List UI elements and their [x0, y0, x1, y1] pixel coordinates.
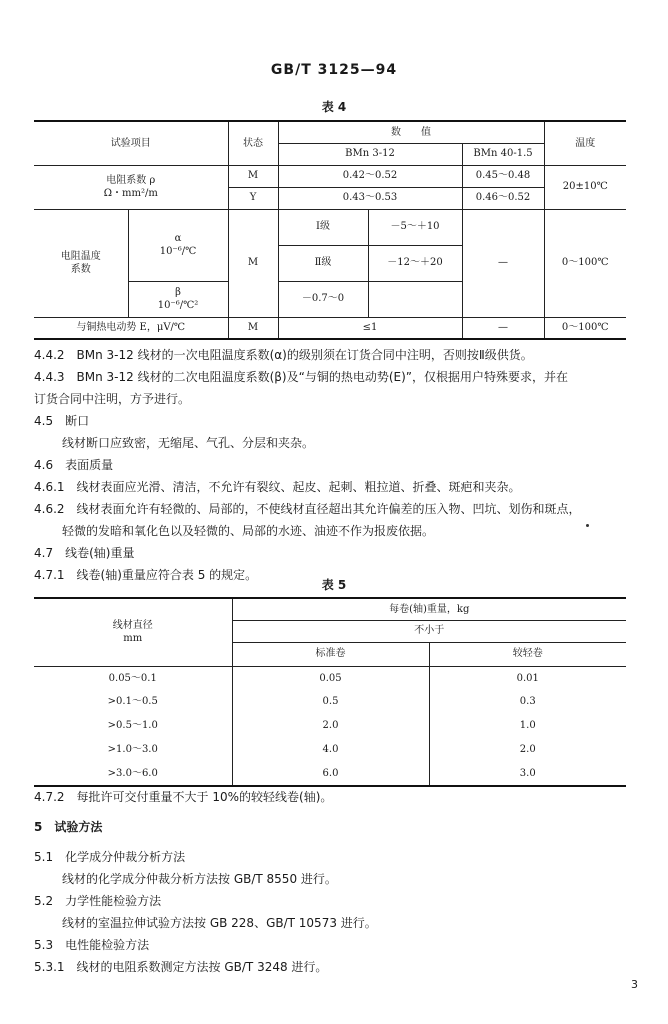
para-4-6-2-cont: 轻微的发暗和氧化色以及轻微的、局部的水迹、油迹不作为报废依据。 — [62, 524, 435, 538]
para-4-5-text: 线材断口应致密，无缩尾、气孔、分层和夹杂。 — [62, 436, 315, 450]
header-temperature: 温度 — [544, 121, 626, 165]
temp-coefficient-name: 电阻温度 — [60, 250, 101, 262]
para-4-4-3-cont: 订货合同中注明，方予进行。 — [34, 392, 191, 406]
standard-cell: 2.0 — [232, 714, 429, 738]
diameter-cell: >1.0～3.0 — [34, 738, 232, 762]
grade-2-label: Ⅱ级 — [278, 245, 368, 281]
temp-coefficient-label — [34, 209, 128, 317]
beta-empty — [368, 281, 462, 317]
para-4-6-1: 4.6.1 线材表面应光滑、清洁，不允许有裂纹、起皮、起刺、粗拉道、折叠、斑疤和夹杂。 — [34, 480, 521, 494]
heading-5-1: 5.1 化学成分仲裁分析方法 — [34, 850, 186, 864]
header-standard-coil: 标准卷 — [232, 642, 429, 666]
cell-temperature: 0～100℃ — [544, 209, 626, 317]
cell-temperature: 20±10℃ — [544, 165, 626, 209]
header-diameter — [34, 598, 232, 666]
table-4 — [34, 120, 626, 340]
cell-value: 0.42～0.52 — [278, 165, 462, 187]
light-cell: 3.0 — [429, 762, 626, 786]
heading-4-6: 4.6 表面质量 — [34, 458, 114, 472]
resistivity-unit: Ω・mm²/m — [103, 188, 158, 199]
para-4-7-1: 4.7.1 线卷(轴)重量应符合表 5 的规定。 — [34, 568, 258, 582]
cell-value: — — [462, 317, 544, 339]
grade-1-value: －5～＋10 — [368, 209, 462, 245]
diameter-cell: >3.0～6.0 — [34, 762, 232, 786]
diameter-unit: mm — [123, 633, 143, 645]
cell-state: M — [228, 165, 278, 187]
heading-5: 5 试验方法 — [34, 820, 103, 834]
beta-unit: 10⁻⁶/℃² — [157, 300, 199, 311]
table-5 — [34, 597, 626, 787]
standard-cell: 4.0 — [232, 738, 429, 762]
document-header: GB/T 3125—94 — [270, 62, 398, 78]
diameter-cell: >0.5～1.0 — [34, 714, 232, 738]
grade-2-value: －12～＋20 — [368, 245, 462, 281]
cell-value: 0.43～0.53 — [278, 187, 462, 209]
para-4-7-2: 4.7.2 每批许可交付重量不大于 10%的较轻线卷(轴)。 — [34, 790, 333, 804]
para-4-4-2: 4.4.2 BMn 3-12 线材的一次电阻温度系数(α)的级别须在订货合同中注明，否则按Ⅱ级供货。 — [34, 348, 533, 362]
header-state: 状态 — [228, 121, 278, 165]
beta-label — [128, 281, 228, 317]
resistivity-name: 电阻系数 ρ — [106, 174, 156, 186]
light-cell: 1.0 — [429, 714, 626, 738]
standard-cell: 6.0 — [232, 762, 429, 786]
header-bmn-3-12: BMn 3-12 — [278, 143, 462, 165]
light-cell: 0.3 — [429, 690, 626, 714]
standard-cell: 0.05 — [232, 666, 429, 690]
cell-value: — — [462, 209, 544, 317]
para-5-1-text: 线材的化学成分仲裁分析方法按 GB/T 8550 进行。 — [62, 872, 337, 886]
cell-state: M — [228, 317, 278, 339]
grade-1-label: Ⅰ级 — [278, 209, 368, 245]
diameter-cell: >0.1～0.5 — [34, 690, 232, 714]
alpha-unit: 10⁻⁶/℃ — [159, 246, 197, 257]
cell-temperature: 0～100℃ — [544, 317, 626, 339]
header-values: 数 值 — [278, 121, 544, 143]
diameter-cell: 0.05～0.1 — [34, 666, 232, 690]
cell-value: 0.46～0.52 — [462, 187, 544, 209]
light-cell: 2.0 — [429, 738, 626, 762]
header-item: 试验项目 — [34, 121, 228, 165]
heading-5-3: 5.3 电性能检验方法 — [34, 938, 150, 952]
alpha-symbol: α — [174, 232, 182, 244]
heading-5-2: 5.2 力学性能检验方法 — [34, 894, 162, 908]
diameter-label: 线材直径 — [112, 619, 153, 631]
light-cell: 0.01 — [429, 666, 626, 690]
header-min: 不小于 — [232, 620, 626, 642]
header-weight: 每卷(轴)重量，kg — [232, 598, 626, 620]
thermo-emf-label: 与铜热电动势 E，μV/℃ — [34, 317, 228, 339]
para-4-6-2: 4.6.2 线材表面允许有轻微的、局部的，不使线材直径超出其允许偏差的压入物、凹坑、划伤和斑点， — [34, 502, 581, 516]
standard-cell: 0.5 — [232, 690, 429, 714]
cell-state: M — [228, 209, 278, 317]
beta-value: －0.7～0 — [278, 281, 368, 317]
alpha-label — [128, 209, 228, 281]
scan-speck — [586, 524, 589, 527]
header-bmn-40-1-5: BMn 40-1.5 — [462, 143, 544, 165]
cell-state: Y — [228, 187, 278, 209]
para-4-4-3: 4.4.3 BMn 3-12 线材的二次电阻温度系数(β)及“与铜的热电动势(E)”，仅根据用户特殊要求，并在 — [34, 370, 568, 384]
page-number: 3 — [631, 978, 638, 991]
heading-4-5: 4.5 断口 — [34, 414, 90, 428]
cell-value: ≤1 — [278, 317, 462, 339]
cell-value: 0.45～0.48 — [462, 165, 544, 187]
beta-symbol: β — [175, 286, 181, 298]
para-5-3-1: 5.3.1 线材的电阻系数测定方法按 GB/T 3248 进行。 — [34, 960, 328, 974]
temp-coefficient-name-2: 系数 — [70, 264, 91, 275]
para-5-2-text: 线材的室温拉伸试验方法按 GB 228、GB/T 10573 进行。 — [62, 916, 377, 930]
resistivity-label — [34, 165, 228, 209]
table5-caption: 表 5 — [321, 578, 347, 592]
heading-4-7: 4.7 线卷(轴)重量 — [34, 546, 135, 560]
header-light-coil: 较轻卷 — [429, 642, 626, 666]
table4-caption: 表 4 — [321, 100, 347, 114]
